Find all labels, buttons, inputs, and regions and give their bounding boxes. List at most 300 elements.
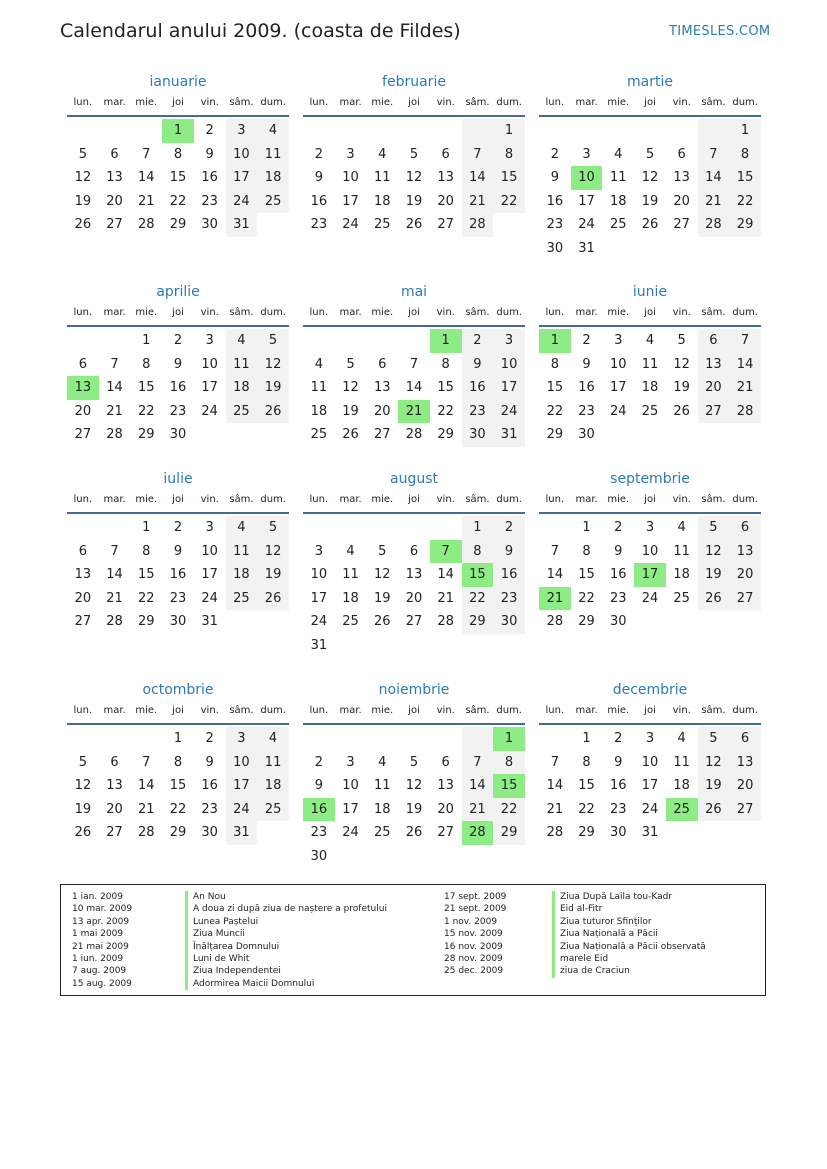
day-cell[interactable]: 11 xyxy=(310,380,328,396)
day-cell[interactable]: 12 xyxy=(698,751,730,775)
day-cell[interactable]: 16 xyxy=(609,567,627,583)
day-cell[interactable]: 7 xyxy=(729,329,761,353)
day-cell[interactable]: 24 xyxy=(342,825,359,841)
day-cell[interactable]: 10 xyxy=(201,543,218,559)
day-cell[interactable]: 19 xyxy=(405,801,423,817)
day-cell[interactable]: 24 xyxy=(493,400,525,424)
day-cell[interactable]: 6 xyxy=(110,146,119,162)
day-cell[interactable]: 4 xyxy=(346,543,355,559)
day-cell[interactable]: 26 xyxy=(405,825,423,841)
day-cell[interactable]: 8 xyxy=(462,540,494,564)
day-cell[interactable]: 8 xyxy=(493,751,525,775)
day-cell[interactable]: 16 xyxy=(493,563,525,587)
day-cell[interactable]: 25 xyxy=(226,400,258,424)
day-cell[interactable]: 31 xyxy=(578,240,595,256)
day-cell[interactable]: 9 xyxy=(614,754,623,770)
day-cell[interactable]: 12 xyxy=(257,353,289,377)
day-cell[interactable]: 31 xyxy=(493,423,525,447)
day-cell[interactable]: 22 xyxy=(137,590,155,606)
day-cell[interactable]: 20 xyxy=(74,403,92,419)
day-cell[interactable]: 9 xyxy=(582,356,591,372)
day-cell[interactable]: 24 xyxy=(201,590,218,606)
day-cell[interactable]: 22 xyxy=(493,190,525,214)
day-cell[interactable]: 11 xyxy=(373,778,391,794)
day-cell[interactable]: 8 xyxy=(493,143,525,167)
day-cell[interactable]: 21 xyxy=(462,190,494,214)
day-cell[interactable]: 24 xyxy=(641,801,659,817)
day-cell[interactable]: 15 xyxy=(437,380,454,396)
day-cell[interactable]: 14 xyxy=(106,380,123,396)
day-cell[interactable]: 11 xyxy=(342,567,359,583)
day-cell[interactable]: 1 xyxy=(142,520,151,535)
day-cell[interactable]: 15 xyxy=(137,567,155,583)
day-cell[interactable]: 7 xyxy=(142,754,151,770)
day-cell[interactable]: 20 xyxy=(106,801,123,817)
day-cell[interactable]: 30 xyxy=(493,610,525,634)
day-cell[interactable]: 7 xyxy=(550,754,559,770)
day-cell[interactable]: 2 xyxy=(614,731,623,746)
day-cell[interactable]: 3 xyxy=(314,543,323,559)
day-cell[interactable]: 30 xyxy=(462,423,494,447)
day-cell[interactable]: 7 xyxy=(698,143,730,167)
day-cell[interactable]: 6 xyxy=(110,754,119,770)
day-cell[interactable]: 25 xyxy=(342,614,359,630)
day-cell[interactable]: 2 xyxy=(582,333,591,348)
day-cell[interactable]: 13 xyxy=(74,567,92,583)
day-cell[interactable]: 28 xyxy=(462,213,494,237)
day-cell[interactable]: 26 xyxy=(698,587,730,611)
day-cell[interactable]: 20 xyxy=(673,193,690,209)
day-cell[interactable]: 16 xyxy=(609,778,627,794)
day-cell[interactable]: 29 xyxy=(729,213,761,237)
day-cell[interactable]: 7 xyxy=(110,543,119,559)
day-cell[interactable]: 15 xyxy=(546,380,564,396)
day-cell[interactable]: 8 xyxy=(142,543,151,559)
day-cell[interactable]: 13 xyxy=(673,170,690,186)
day-cell[interactable]: 7 xyxy=(142,146,151,162)
day-cell[interactable]: 1 xyxy=(162,119,194,143)
day-cell[interactable]: 30 xyxy=(578,427,595,443)
day-cell[interactable]: 12 xyxy=(641,170,659,186)
day-cell[interactable]: 13 xyxy=(67,376,99,400)
day-cell[interactable]: 25 xyxy=(226,587,258,611)
day-cell[interactable]: 15 xyxy=(729,166,761,190)
day-cell[interactable]: 18 xyxy=(609,193,627,209)
day-cell[interactable]: 12 xyxy=(673,356,690,372)
day-cell[interactable]: 17 xyxy=(226,774,258,798)
day-cell[interactable]: 22 xyxy=(546,403,564,419)
day-cell[interactable]: 22 xyxy=(729,190,761,214)
day-cell[interactable]: 29 xyxy=(137,427,155,443)
day-cell[interactable]: 14 xyxy=(546,778,564,794)
day-cell[interactable]: 30 xyxy=(609,614,627,630)
day-cell[interactable]: 20 xyxy=(698,376,730,400)
day-cell[interactable]: 30 xyxy=(169,614,187,630)
day-cell[interactable]: 19 xyxy=(342,403,359,419)
day-cell[interactable]: 16 xyxy=(310,193,328,209)
day-cell[interactable]: 3 xyxy=(205,520,214,535)
day-cell[interactable]: 8 xyxy=(142,356,151,372)
day-cell[interactable]: 2 xyxy=(314,146,323,162)
day-cell[interactable]: 14 xyxy=(462,166,494,190)
day-cell[interactable]: 31 xyxy=(641,825,659,841)
day-cell[interactable]: 30 xyxy=(310,848,328,864)
day-cell[interactable]: 17 xyxy=(634,563,666,587)
day-cell[interactable]: 14 xyxy=(437,567,454,583)
day-cell[interactable]: 19 xyxy=(698,774,730,798)
day-cell[interactable]: 20 xyxy=(106,193,123,209)
day-cell[interactable]: 11 xyxy=(226,353,258,377)
day-cell[interactable]: 30 xyxy=(201,217,218,233)
day-cell[interactable]: 9 xyxy=(550,170,559,186)
day-cell[interactable]: 23 xyxy=(609,590,627,606)
day-cell[interactable]: 24 xyxy=(310,614,328,630)
day-cell[interactable]: 18 xyxy=(641,380,659,396)
day-cell[interactable]: 21 xyxy=(462,798,494,822)
day-cell[interactable]: 18 xyxy=(226,563,258,587)
day-cell[interactable]: 23 xyxy=(201,193,218,209)
day-cell[interactable]: 21 xyxy=(539,587,571,611)
day-cell[interactable]: 18 xyxy=(373,193,391,209)
day-cell[interactable]: 25 xyxy=(609,217,627,233)
day-cell[interactable]: 15 xyxy=(493,774,525,798)
day-cell[interactable]: 26 xyxy=(342,427,359,443)
day-cell[interactable]: 13 xyxy=(698,353,730,377)
day-cell[interactable]: 15 xyxy=(493,166,525,190)
day-cell[interactable]: 26 xyxy=(74,825,92,841)
day-cell[interactable]: 5 xyxy=(257,516,289,540)
day-cell[interactable]: 7 xyxy=(110,356,119,372)
day-cell[interactable]: 19 xyxy=(74,193,92,209)
day-cell[interactable]: 23 xyxy=(310,217,328,233)
day-cell[interactable]: 17 xyxy=(493,376,525,400)
day-cell[interactable]: 11 xyxy=(257,751,289,775)
day-cell[interactable]: 4 xyxy=(226,329,258,353)
day-cell[interactable]: 11 xyxy=(673,543,690,559)
day-cell[interactable]: 7 xyxy=(462,751,494,775)
day-cell[interactable]: 21 xyxy=(137,193,155,209)
site-link[interactable]: TIMESLES.COM xyxy=(669,24,771,39)
day-cell[interactable]: 28 xyxy=(546,614,564,630)
day-cell[interactable]: 10 xyxy=(342,170,359,186)
day-cell[interactable]: 15 xyxy=(137,380,155,396)
day-cell[interactable]: 25 xyxy=(666,798,698,822)
day-cell[interactable]: 28 xyxy=(405,427,423,443)
day-cell[interactable]: 15 xyxy=(169,170,187,186)
day-cell[interactable]: 28 xyxy=(729,400,761,424)
day-cell[interactable]: 19 xyxy=(373,590,391,606)
day-cell[interactable]: 29 xyxy=(462,610,494,634)
day-cell[interactable]: 3 xyxy=(582,146,591,162)
day-cell[interactable]: 12 xyxy=(257,540,289,564)
day-cell[interactable]: 29 xyxy=(437,427,454,443)
day-cell[interactable]: 3 xyxy=(614,333,623,348)
day-cell[interactable]: 1 xyxy=(729,119,761,143)
day-cell[interactable]: 19 xyxy=(673,380,690,396)
day-cell[interactable]: 2 xyxy=(462,329,494,353)
day-cell[interactable]: 1 xyxy=(539,329,571,353)
day-cell[interactable]: 24 xyxy=(226,798,258,822)
day-cell[interactable]: 4 xyxy=(677,520,686,535)
day-cell[interactable]: 8 xyxy=(173,146,183,162)
day-cell[interactable]: 25 xyxy=(257,190,289,214)
day-cell[interactable]: 19 xyxy=(641,193,659,209)
day-cell[interactable]: 21 xyxy=(106,403,123,419)
day-cell[interactable]: 23 xyxy=(546,217,564,233)
day-cell[interactable]: 18 xyxy=(257,166,289,190)
day-cell[interactable]: 20 xyxy=(437,801,454,817)
day-cell[interactable]: 3 xyxy=(645,520,655,535)
day-cell[interactable]: 25 xyxy=(641,403,659,419)
day-cell[interactable]: 18 xyxy=(342,590,359,606)
day-cell[interactable]: 10 xyxy=(571,166,603,190)
day-cell[interactable]: 1 xyxy=(173,731,183,746)
day-cell[interactable]: 2 xyxy=(614,520,623,535)
day-cell[interactable]: 18 xyxy=(226,376,258,400)
day-cell[interactable]: 6 xyxy=(441,754,450,770)
day-cell[interactable]: 22 xyxy=(462,587,494,611)
day-cell[interactable]: 5 xyxy=(78,146,87,162)
day-cell[interactable]: 7 xyxy=(409,356,419,372)
day-cell[interactable]: 13 xyxy=(106,778,123,794)
day-cell[interactable]: 21 xyxy=(729,376,761,400)
day-cell[interactable]: 9 xyxy=(493,540,525,564)
day-cell[interactable]: 5 xyxy=(409,146,419,162)
day-cell[interactable]: 22 xyxy=(578,590,595,606)
day-cell[interactable]: 18 xyxy=(673,567,690,583)
day-cell[interactable]: 27 xyxy=(405,614,423,630)
day-cell[interactable]: 9 xyxy=(314,170,323,186)
day-cell[interactable]: 16 xyxy=(303,798,335,822)
day-cell[interactable]: 26 xyxy=(74,217,92,233)
day-cell[interactable]: 15 xyxy=(462,563,494,587)
day-cell[interactable]: 21 xyxy=(106,590,123,606)
day-cell[interactable]: 12 xyxy=(405,778,423,794)
day-cell[interactable]: 29 xyxy=(169,825,187,841)
day-cell[interactable]: 21 xyxy=(437,590,454,606)
day-cell[interactable]: 5 xyxy=(409,754,419,770)
day-cell[interactable]: 29 xyxy=(137,614,155,630)
day-cell[interactable]: 9 xyxy=(614,543,623,559)
day-cell[interactable]: 30 xyxy=(201,825,218,841)
day-cell[interactable]: 3 xyxy=(205,333,214,348)
day-cell[interactable]: 22 xyxy=(578,801,595,817)
day-cell[interactable]: 18 xyxy=(310,403,328,419)
day-cell[interactable]: 11 xyxy=(257,143,289,167)
day-cell[interactable]: 25 xyxy=(310,427,328,443)
day-cell[interactable]: 5 xyxy=(378,543,387,559)
day-cell[interactable]: 26 xyxy=(698,798,730,822)
day-cell[interactable]: 2 xyxy=(314,754,323,770)
day-cell[interactable]: 20 xyxy=(373,403,391,419)
day-cell[interactable]: 14 xyxy=(698,166,730,190)
day-cell[interactable]: 17 xyxy=(201,567,218,583)
day-cell[interactable]: 22 xyxy=(493,798,525,822)
day-cell[interactable]: 19 xyxy=(698,563,730,587)
day-cell[interactable]: 2 xyxy=(205,123,214,138)
day-cell[interactable]: 3 xyxy=(346,754,355,770)
day-cell[interactable]: 22 xyxy=(437,403,454,419)
day-cell[interactable]: 31 xyxy=(201,614,218,630)
day-cell[interactable]: 2 xyxy=(493,516,525,540)
day-cell[interactable]: 3 xyxy=(226,727,258,751)
day-cell[interactable]: 11 xyxy=(373,170,391,186)
day-cell[interactable]: 31 xyxy=(226,821,258,845)
day-cell[interactable]: 23 xyxy=(169,403,187,419)
day-cell[interactable]: 24 xyxy=(201,403,218,419)
day-cell[interactable]: 4 xyxy=(378,754,387,770)
day-cell[interactable]: 5 xyxy=(645,146,655,162)
day-cell[interactable]: 7 xyxy=(550,543,559,559)
day-cell[interactable]: 10 xyxy=(201,356,218,372)
day-cell[interactable]: 12 xyxy=(342,380,359,396)
day-cell[interactable]: 27 xyxy=(729,798,761,822)
day-cell[interactable]: 23 xyxy=(310,825,328,841)
day-cell[interactable]: 2 xyxy=(173,520,183,535)
day-cell[interactable]: 6 xyxy=(677,146,686,162)
day-cell[interactable]: 3 xyxy=(645,731,655,746)
day-cell[interactable]: 29 xyxy=(578,614,595,630)
day-cell[interactable]: 8 xyxy=(173,754,183,770)
day-cell[interactable]: 11 xyxy=(673,754,690,770)
day-cell[interactable]: 26 xyxy=(373,614,391,630)
day-cell[interactable]: 23 xyxy=(493,587,525,611)
day-cell[interactable]: 1 xyxy=(430,329,462,353)
day-cell[interactable]: 18 xyxy=(373,801,391,817)
day-cell[interactable]: 25 xyxy=(373,825,391,841)
day-cell[interactable]: 23 xyxy=(462,400,494,424)
day-cell[interactable]: 16 xyxy=(169,380,187,396)
day-cell[interactable]: 1 xyxy=(582,520,591,535)
day-cell[interactable]: 13 xyxy=(106,170,123,186)
day-cell[interactable]: 10 xyxy=(342,778,359,794)
day-cell[interactable]: 17 xyxy=(342,193,359,209)
day-cell[interactable]: 27 xyxy=(437,217,454,233)
day-cell[interactable]: 14 xyxy=(106,567,123,583)
day-cell[interactable]: 17 xyxy=(310,590,328,606)
day-cell[interactable]: 5 xyxy=(698,727,730,751)
day-cell[interactable]: 28 xyxy=(106,427,123,443)
day-cell[interactable]: 27 xyxy=(673,217,690,233)
day-cell[interactable]: 5 xyxy=(257,329,289,353)
day-cell[interactable]: 27 xyxy=(729,587,761,611)
day-cell[interactable]: 26 xyxy=(673,403,690,419)
day-cell[interactable]: 12 xyxy=(373,567,391,583)
day-cell[interactable]: 12 xyxy=(405,170,423,186)
day-cell[interactable]: 20 xyxy=(74,590,92,606)
day-cell[interactable]: 16 xyxy=(201,170,218,186)
day-cell[interactable]: 13 xyxy=(729,540,761,564)
day-cell[interactable]: 30 xyxy=(169,427,187,443)
day-cell[interactable]: 16 xyxy=(201,778,218,794)
day-cell[interactable]: 13 xyxy=(405,567,423,583)
day-cell[interactable]: 5 xyxy=(78,754,87,770)
day-cell[interactable]: 28 xyxy=(546,825,564,841)
day-cell[interactable]: 2 xyxy=(550,146,559,162)
day-cell[interactable]: 4 xyxy=(257,119,289,143)
day-cell[interactable]: 14 xyxy=(405,380,423,396)
day-cell[interactable]: 16 xyxy=(462,376,494,400)
day-cell[interactable]: 4 xyxy=(645,333,655,348)
day-cell[interactable]: 8 xyxy=(729,143,761,167)
day-cell[interactable]: 20 xyxy=(729,563,761,587)
day-cell[interactable]: 15 xyxy=(169,778,187,794)
day-cell[interactable]: 26 xyxy=(641,217,659,233)
day-cell[interactable]: 18 xyxy=(257,774,289,798)
day-cell[interactable]: 7 xyxy=(430,540,462,564)
day-cell[interactable]: 19 xyxy=(405,193,423,209)
day-cell[interactable]: 13 xyxy=(437,778,454,794)
day-cell[interactable]: 11 xyxy=(641,356,659,372)
day-cell[interactable]: 1 xyxy=(493,727,525,751)
day-cell[interactable]: 21 xyxy=(398,400,430,424)
day-cell[interactable]: 14 xyxy=(729,353,761,377)
day-cell[interactable]: 24 xyxy=(578,217,595,233)
day-cell[interactable]: 2 xyxy=(205,731,214,746)
day-cell[interactable]: 27 xyxy=(74,614,92,630)
day-cell[interactable]: 21 xyxy=(698,190,730,214)
day-cell[interactable]: 11 xyxy=(609,170,627,186)
day-cell[interactable]: 12 xyxy=(698,540,730,564)
day-cell[interactable]: 17 xyxy=(201,380,218,396)
day-cell[interactable]: 28 xyxy=(437,614,454,630)
day-cell[interactable]: 10 xyxy=(609,356,627,372)
day-cell[interactable]: 2 xyxy=(173,333,183,348)
day-cell[interactable]: 9 xyxy=(205,754,214,770)
day-cell[interactable]: 4 xyxy=(226,516,258,540)
day-cell[interactable]: 26 xyxy=(405,217,423,233)
day-cell[interactable]: 25 xyxy=(373,217,391,233)
day-cell[interactable]: 12 xyxy=(74,170,92,186)
day-cell[interactable]: 3 xyxy=(226,119,258,143)
day-cell[interactable]: 17 xyxy=(226,166,258,190)
day-cell[interactable]: 13 xyxy=(437,170,454,186)
day-cell[interactable]: 6 xyxy=(441,146,450,162)
day-cell[interactable]: 26 xyxy=(257,587,289,611)
day-cell[interactable]: 9 xyxy=(173,356,183,372)
day-cell[interactable]: 14 xyxy=(137,170,155,186)
day-cell[interactable]: 11 xyxy=(226,540,258,564)
day-cell[interactable]: 24 xyxy=(641,590,659,606)
day-cell[interactable]: 24 xyxy=(342,217,359,233)
day-cell[interactable]: 23 xyxy=(201,801,218,817)
day-cell[interactable]: 27 xyxy=(698,400,730,424)
day-cell[interactable]: 4 xyxy=(614,146,623,162)
day-cell[interactable]: 8 xyxy=(441,356,450,372)
day-cell[interactable]: 20 xyxy=(729,774,761,798)
day-cell[interactable]: 27 xyxy=(106,217,123,233)
day-cell[interactable]: 1 xyxy=(493,119,525,143)
day-cell[interactable]: 5 xyxy=(346,356,355,372)
day-cell[interactable]: 21 xyxy=(546,801,564,817)
day-cell[interactable]: 8 xyxy=(550,356,559,372)
day-cell[interactable]: 6 xyxy=(698,329,730,353)
day-cell[interactable]: 9 xyxy=(173,543,183,559)
day-cell[interactable]: 15 xyxy=(578,778,595,794)
day-cell[interactable]: 17 xyxy=(609,380,627,396)
day-cell[interactable]: 28 xyxy=(137,217,155,233)
day-cell[interactable]: 14 xyxy=(137,778,155,794)
day-cell[interactable]: 16 xyxy=(546,193,564,209)
day-cell[interactable]: 20 xyxy=(405,590,423,606)
day-cell[interactable]: 7 xyxy=(462,143,494,167)
day-cell[interactable]: 28 xyxy=(106,614,123,630)
day-cell[interactable]: 20 xyxy=(437,193,454,209)
day-cell[interactable]: 6 xyxy=(78,543,87,559)
day-cell[interactable]: 1 xyxy=(462,516,494,540)
day-cell[interactable]: 5 xyxy=(677,333,686,348)
day-cell[interactable]: 28 xyxy=(698,213,730,237)
